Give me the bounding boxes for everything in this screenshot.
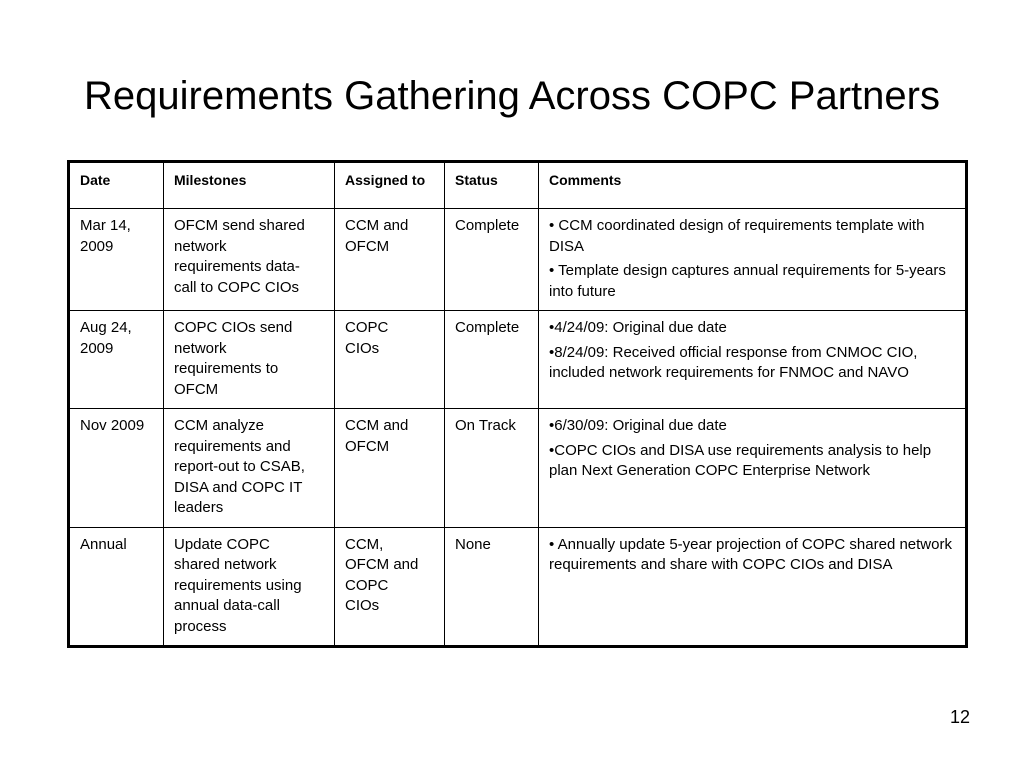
column-header-date: Date	[69, 162, 164, 209]
milestone-cell	[164, 409, 335, 528]
milestone-cell	[164, 311, 335, 409]
column-header-milestones: Milestones	[164, 162, 335, 209]
date-cell	[69, 311, 164, 409]
milestone-text: requirements and	[174, 437, 291, 455]
assigned-text: CIOs	[345, 597, 380, 614]
comments-cell	[539, 311, 967, 409]
milestone-text: shared network	[174, 556, 277, 573]
assigned-text: COPC	[345, 319, 389, 336]
milestone-text: call to COPC CIOs	[174, 278, 300, 296]
status-cell: On Track	[445, 409, 539, 528]
comment-bullet: • Template design captures annual requirements for 5-years into future	[549, 262, 946, 300]
date-text: Aug 24,	[80, 319, 132, 336]
milestone-text: network	[174, 237, 227, 255]
date-cell	[69, 527, 164, 647]
milestone-text: leaders	[174, 499, 224, 516]
comments-cell	[539, 209, 967, 311]
comment-bullet: •4/24/09: Original due date	[549, 319, 727, 336]
assigned-cell	[335, 527, 445, 647]
comment-bullet: • Annually update 5-year projection of COPC shared network requirements and share with COPC CIOs and DISA	[549, 535, 952, 573]
date-text: 2009	[80, 237, 114, 255]
milestone-cell	[164, 527, 335, 647]
date-text: Annual	[80, 535, 127, 553]
assigned-text: CCM and	[345, 217, 409, 234]
assigned-cell	[335, 409, 445, 528]
column-header-comments: Comments	[539, 162, 967, 209]
assigned-cell	[335, 209, 445, 311]
assigned-text: OFCM	[345, 237, 390, 255]
assigned-text: OFCM and	[345, 556, 419, 573]
milestone-text: DISA and COPC IT	[174, 478, 303, 496]
milestone-text: requirements data-	[174, 258, 300, 275]
date-cell	[69, 209, 164, 311]
assigned-text: CCM and	[345, 417, 409, 434]
milestone-text: network	[174, 339, 227, 357]
milestone-text: COPC CIOs send	[174, 319, 293, 336]
comments-cell	[539, 409, 967, 528]
status-cell: Complete	[445, 311, 539, 409]
milestone-text: annual data-call	[174, 597, 280, 614]
comment-bullet: •8/24/09: Received official response from CNMOC CIO, included network requirements for FNMOC and NAVO	[549, 343, 918, 381]
date-text: Nov 2009	[80, 417, 145, 434]
table-header-row	[69, 162, 967, 209]
assigned-text: COPC	[345, 576, 389, 594]
assigned-text: CIOs	[345, 339, 380, 357]
date-text: 2009	[80, 339, 114, 357]
page-number: 12	[949, 707, 970, 727]
date-cell	[69, 409, 164, 528]
table-row	[69, 209, 967, 311]
status-cell: Complete	[445, 209, 539, 311]
assigned-cell	[335, 311, 445, 409]
column-header-assigned-to: Assigned to	[335, 162, 445, 209]
assigned-text: CCM,	[345, 535, 384, 553]
comment-bullet: • CCM coordinated design of requirements template with DISA	[549, 217, 925, 255]
milestone-text: requirements using	[174, 576, 302, 594]
milestone-text: OFCM send shared	[174, 217, 305, 234]
milestone-text: CCM analyze	[174, 417, 265, 434]
table-row	[69, 409, 967, 528]
date-text: Mar 14,	[80, 217, 131, 234]
status-cell: None	[445, 527, 539, 647]
milestone-text: requirements to	[174, 360, 279, 377]
comment-bullet: •COPC CIOs and DISA use requirements analysis to help plan Next Generation COPC Enterprise Network	[549, 441, 932, 479]
milestone-text: process	[174, 617, 227, 635]
column-header-status: Status	[445, 162, 539, 209]
slide-title: Requirements Gathering Across COPC Partners	[84, 74, 940, 118]
comments-cell	[539, 527, 967, 647]
milestone-cell	[164, 209, 335, 311]
milestone-text: OFCM	[174, 380, 219, 398]
table-row	[69, 311, 967, 409]
table-row	[69, 527, 967, 647]
milestone-text: Update COPC	[174, 535, 270, 553]
milestone-text: report-out to CSAB,	[174, 458, 305, 475]
comment-bullet: •6/30/09: Original due date	[549, 417, 727, 434]
assigned-text: OFCM	[345, 437, 390, 455]
milestones-table	[67, 160, 968, 648]
milestones-table-container	[67, 160, 965, 648]
